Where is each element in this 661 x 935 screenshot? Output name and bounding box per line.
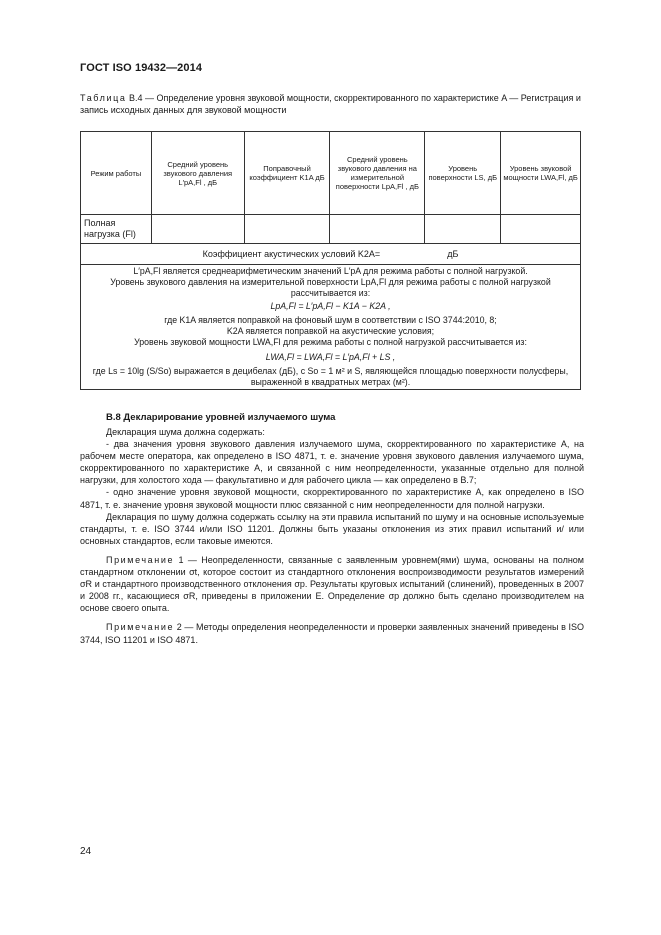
table-cell [151,215,244,244]
header-cell: Уровень звуковой мощности LWA,Fl, дБ [501,132,581,215]
page-number: 24 [80,846,92,857]
section-title: В.8 Декларирование уровней излучаемого шума [106,412,336,423]
note-line: L′pA,Fl является среднеарифметическим значений L′pA для режима работы с полной нагрузкой. [133,266,528,276]
equation-1: LpA,Fl = L′pA,Fl − K1A − K2A , [270,301,391,312]
page-header: ГОСТ ISO 19432—2014 [80,62,203,74]
k2a-label: Коэффициент акустических условий K2A= [202,248,381,259]
paragraph: - одно значение уровня звуковой мощности, скорректированного по характеристике A, как определено в ISO 4871, т. е. значение уровня звуковой мощности плюс связанной с ним неопределенности для полной нагрузки. [80,487,584,510]
note-line: Уровень звуковой мощности LWA,Fl для режима работы с полной нагрузкой рассчитывается из: [134,336,527,347]
table-cell [330,215,425,244]
note-line: где K1A является поправкой на фоновый шум в соответствии с ISO 3744:2010, 8; [164,315,497,326]
table-cell [501,215,581,244]
equation-2: LWA,Fl = LWA,Fl = L′pA,Fl + LS , [265,351,396,362]
note-label: Примечание [106,554,175,565]
body-text [80,426,584,646]
paragraph: - два значения уровня звукового давления излучаемого шума, скорректированного по характеристике A, на рабочем месте оператора, как определено в ISO 4871, т. е. значение уровня звукового давления излучаемого шума, скорректированного по характеристике A, и связанной с ним неопределенности, указанные отдельно для полной нагрузки, для холостого хода — факультативно и для рабочего цикла — как определено в В.7; [80,439,584,486]
note-line: где Ls = 10lg (S/So) выражается в децибелах (дБ), с So = 1 м² и S, являющейся площадью поверхности полусферы, выраженной в квадратных метрах (м²). [92,366,569,388]
note-label: Примечание [106,622,175,633]
note-line: Уровень звукового давления на измерительной поверхности LpA,Fl для режима работы с полной нагрузкой рассчитывается из: [110,276,551,298]
paragraph: Декларация по шуму должна содержать ссылку на эти правила испытаний по шуму и на основные используемые стандарты, т. е. ISO 3744 и/или ISO 11201. Должны быть указаны отклонения из этих правил испытаний и/ или основных стандартов, если таковые имеются. [80,511,584,546]
paragraph: Декларация шума должна содержать: [106,427,265,437]
table-caption-text: В.4 — Определение уровня звуковой мощности, скорректированного по характеристике A — Регистрация и запись исходных данных для звуковой мощности [80,93,581,115]
header-cell: Средний уровень звукового давления L′pA,Fl , дБ [151,132,244,215]
table-caption [80,92,585,116]
table-header-row [81,132,581,215]
table-cell [425,215,501,244]
sound-power-table [80,131,581,390]
k2a-unit: дБ [447,248,459,259]
row-label-full-load: Полная нагрузка (Fl) [81,215,152,244]
table-notes-row [81,265,581,390]
table-cell [244,215,330,244]
table-caption-label: Таблица [80,93,127,103]
table-row-full-load [81,215,581,244]
note-text: 1 — Неопределенности, связанные с заявленным уровнем(ями) шума, основаны на полном стандартном отклонении σt, которое состоит из стандартного отклонения воспроизводимости результатов измерений σR и стандартного производственного отклонения σp. Результаты круговых испытаний (слинений), проведенных в 2007 и 2008 гг., касающиеся σR, приведены в приложении Е. Определение σp должно быть сделано производителем на основе своего опыта. [80,554,584,614]
table-row-k2a [81,244,581,265]
header-cell: Поправочный коэффициент K1A дБ [244,132,330,215]
k2a-cell [81,244,581,265]
notes-cell [81,265,581,390]
header-cell: Режим работы [81,132,152,215]
header-cell: Средний уровень звукового давления на измерительной поверхности LpA,Fl , дБ [330,132,425,215]
note-paragraph [80,621,584,645]
note-paragraph [80,554,584,614]
note-line: K2A является поправкой на акустические условия; [226,325,435,336]
note-text: 2 — Методы определения неопределенности и проверки заявленных значений приведены в ISO 3744, ISO 11201 и ISO 4871. [80,622,584,645]
header-cell: Уровень поверхности LS, дБ [425,132,501,215]
